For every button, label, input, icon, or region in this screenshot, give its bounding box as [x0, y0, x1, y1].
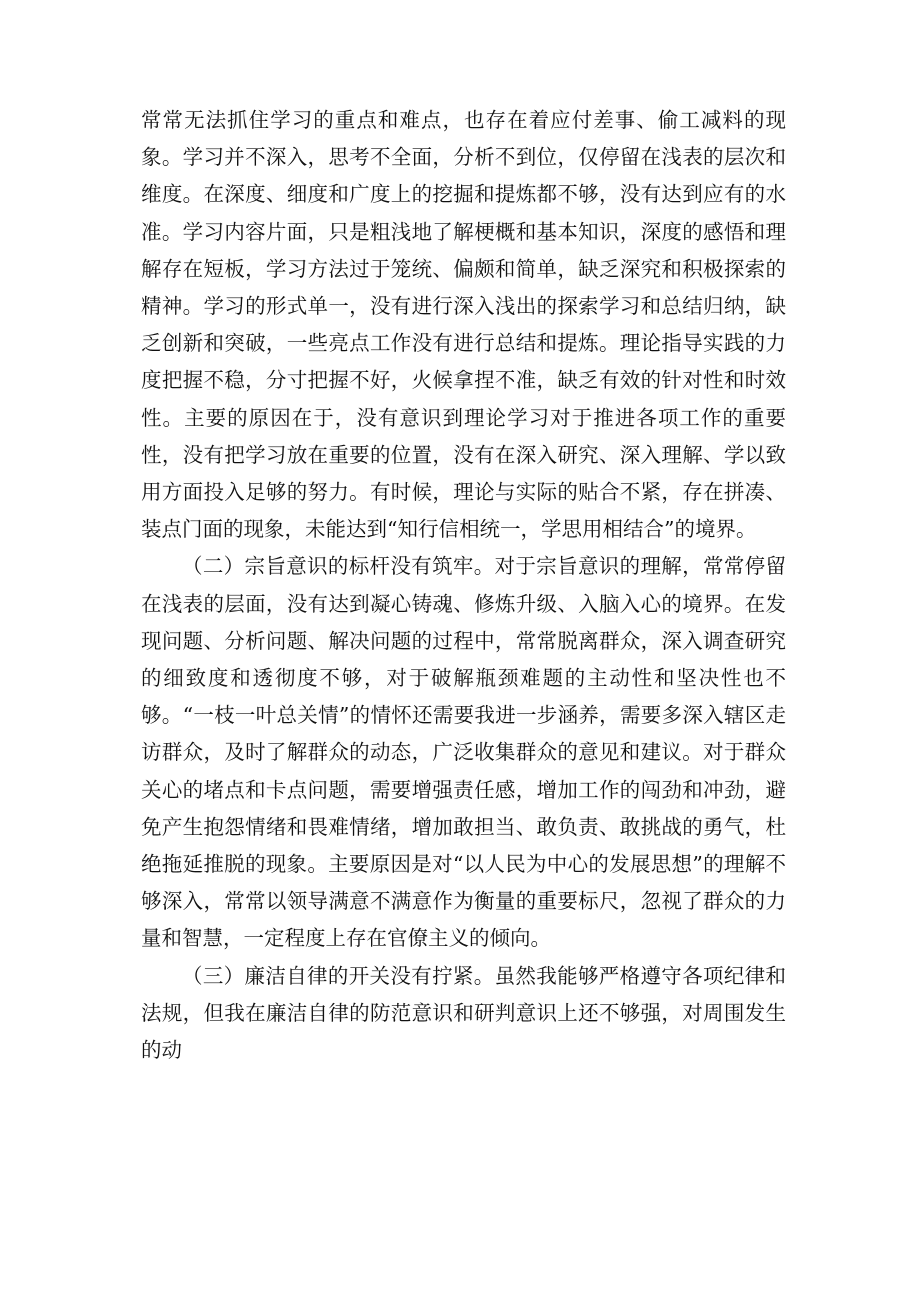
paragraph-integrity-self-discipline: （三）廉洁自律的开关没有拧紧。虽然我能够严格遵守各项纪律和法规，但我在廉洁自律的防范意识和研判意识上还不够强，对周围发生的动 — [141, 963, 786, 1063]
paragraph-purpose-awareness: （二）宗旨意识的标杆没有筑牢。对于宗旨意识的理解，常常停留在浅表的层面，没有达到凝心铸魂、修炼升级、入脑入心的境界。在发现问题、分析问题、解决问题的过程中，常常脱离群众，深入调查研究的细致度和透彻度不够，对于破解瓶颈难题的主动性和坚决性也不够。“一枝一叶总关情”的情怀还需要我进一步涵养，需要多深入辖区走访群众，及时了解群众的动态，广泛收集群众的意见和建议。对于群众关心的堵点和卡点问题，需要增强责任感，增加工作的闯劲和冲劲，避免产生抱怨情绪和畏难情绪，增加敢担当、敢负责、敢挑战的勇气，杜绝拖延推脱的现象。主要原因是对“以人民为中心的发展思想”的理解不够深入，常常以领导满意不满意作为衡量的重要标尺，忽视了群众的力量和智慧，一定程度上存在官僚主义的倾向。 — [141, 554, 786, 951]
paragraph-study-problems: 常常无法抓住学习的重点和难点，也存在着应付差事、偷工减料的现象。学习并不深入，思考不全面，分析不到位，仅停留在浅表的层次和维度。在深度、细度和广度上的挖掘和提炼都不够，没有达到应有的水准。学习内容片面，只是粗浅地了解梗概和基本知识，深度的感悟和理解存在短板，学习方法过于笼统、偏颇和简单，缺乏深究和积极探索的精神。学习的形式单一，没有进行深入浅出的探索学习和总结归纳，缺乏创新和突破，一些亮点工作没有进行总结和提炼。理论指导实践的力度把握不稳，分寸把握不好，火候拿捏不准，缺乏有效的针对性和时效性。主要的原因在于，没有意识到理论学习对于推进各项工作的重要性，没有把学习放在重要的位置，没有在深入研究、深入理解、学以致用方面投入足够的努力。有时候，理论与实际的贴合不紧，存在拼凑、装点门面的现象，未能达到“知行信相统一，学思用相结合”的境界。 — [141, 108, 786, 542]
document-body — [141, 102, 786, 1069]
